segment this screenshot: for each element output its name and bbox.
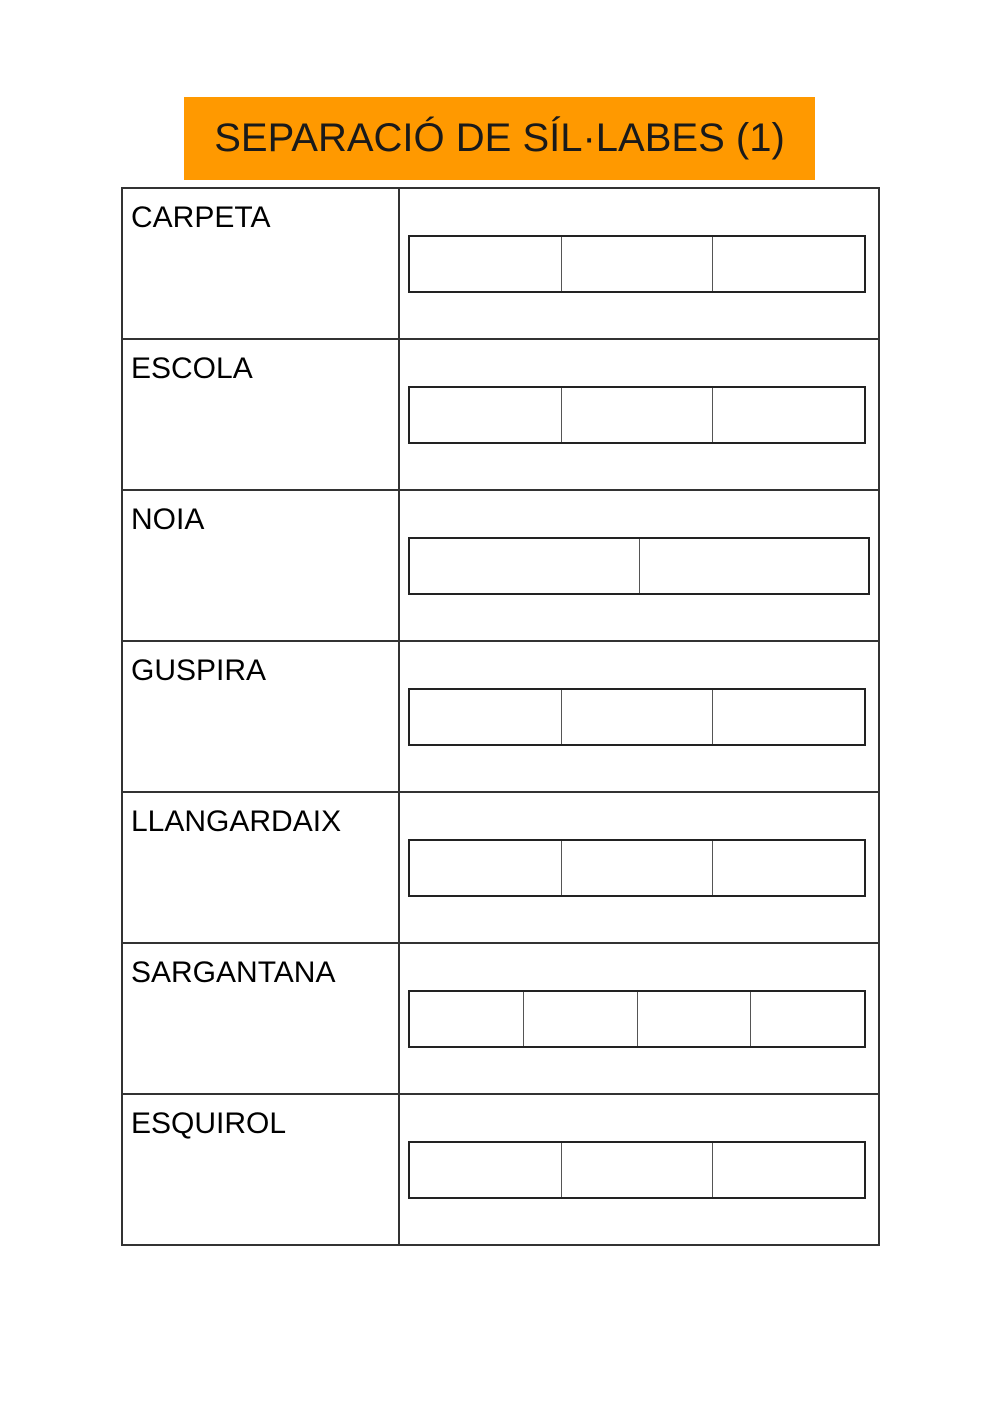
syllable-box-group xyxy=(408,990,866,1048)
syllable-box-group xyxy=(408,235,866,293)
syllable-box-group xyxy=(408,386,866,444)
word-cell xyxy=(122,792,399,943)
worksheet-row xyxy=(122,792,879,943)
syllable-box-group xyxy=(408,1141,866,1199)
word-label: ESCOLA xyxy=(131,352,253,385)
word-cell xyxy=(122,1094,399,1245)
syllable-worksheet-table xyxy=(121,187,880,1246)
worksheet-row xyxy=(122,641,879,792)
syllable-box-group xyxy=(408,688,866,746)
word-label: CARPETA xyxy=(131,201,271,234)
syllable-cell xyxy=(399,792,879,943)
worksheet-row xyxy=(122,490,879,641)
syllable-box[interactable] xyxy=(713,1143,864,1197)
word-cell xyxy=(122,641,399,792)
syllable-box[interactable] xyxy=(562,841,714,895)
word-cell xyxy=(122,188,399,339)
syllable-box[interactable] xyxy=(410,237,562,291)
worksheet-row xyxy=(122,943,879,1094)
syllable-box[interactable] xyxy=(640,539,869,593)
syllable-box[interactable] xyxy=(562,388,714,442)
syllable-box[interactable] xyxy=(410,841,562,895)
syllable-box[interactable] xyxy=(638,992,752,1046)
word-label: NOIA xyxy=(131,503,205,536)
word-cell xyxy=(122,490,399,641)
syllable-cell xyxy=(399,490,879,641)
syllable-cell xyxy=(399,943,879,1094)
syllable-cell xyxy=(399,1094,879,1245)
syllable-box[interactable] xyxy=(562,237,714,291)
syllable-box-group xyxy=(408,839,866,897)
word-label: ESQUIROL xyxy=(131,1107,287,1140)
syllable-box-group xyxy=(408,537,870,595)
worksheet-row xyxy=(122,339,879,490)
syllable-box[interactable] xyxy=(410,539,640,593)
syllable-box[interactable] xyxy=(410,992,524,1046)
worksheet-row xyxy=(122,1094,879,1245)
worksheet-row xyxy=(122,188,879,339)
word-label: GUSPIRA xyxy=(131,654,267,687)
syllable-box[interactable] xyxy=(713,841,864,895)
syllable-cell xyxy=(399,339,879,490)
word-label: LLANGARDAIX xyxy=(131,805,342,838)
syllable-box[interactable] xyxy=(713,237,864,291)
syllable-box[interactable] xyxy=(410,690,562,744)
syllable-box[interactable] xyxy=(410,388,562,442)
syllable-box[interactable] xyxy=(713,388,864,442)
syllable-box[interactable] xyxy=(751,992,864,1046)
page-title: SEPARACIÓ DE SÍL·LABES (1) xyxy=(214,116,785,160)
syllable-box[interactable] xyxy=(410,1143,562,1197)
word-cell xyxy=(122,339,399,490)
syllable-box[interactable] xyxy=(562,690,714,744)
syllable-box[interactable] xyxy=(713,690,864,744)
syllable-cell xyxy=(399,641,879,792)
word-label: SARGANTANA xyxy=(131,956,336,989)
syllable-box[interactable] xyxy=(524,992,638,1046)
syllable-box[interactable] xyxy=(562,1143,714,1197)
syllable-cell xyxy=(399,188,879,339)
title-banner xyxy=(184,97,815,180)
word-cell xyxy=(122,943,399,1094)
